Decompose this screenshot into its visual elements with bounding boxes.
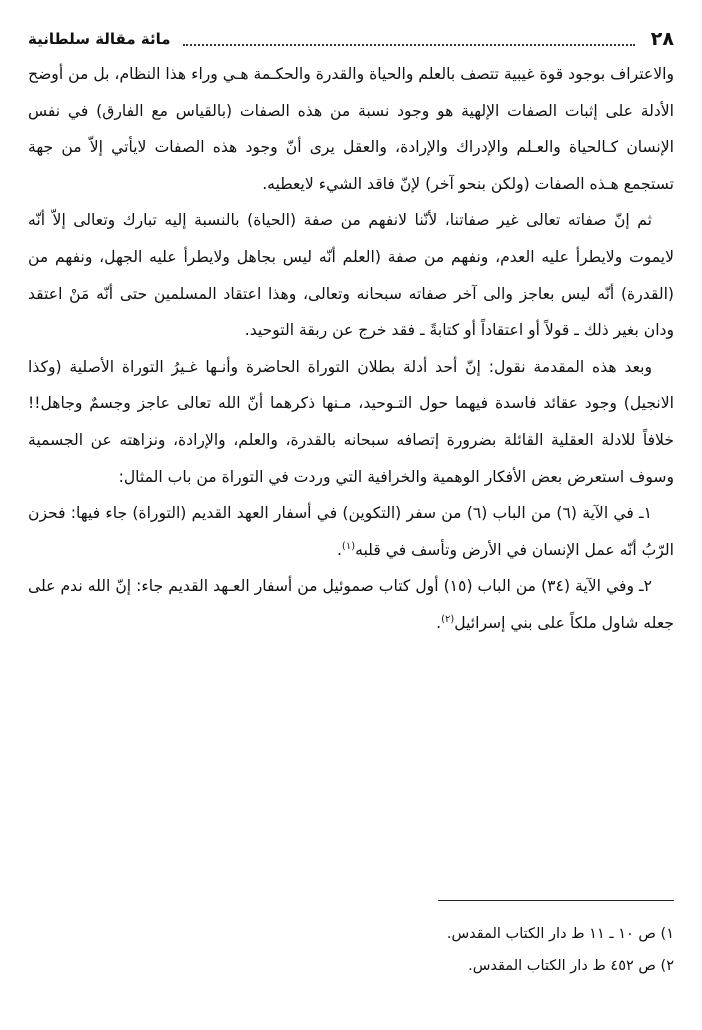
list-item-2-end: . [436, 613, 442, 632]
page-number: ٢٨ [650, 28, 674, 50]
list-item-2 [28, 568, 674, 641]
footnote-ref-2[interactable]: (٢) [441, 613, 455, 625]
footnotes [28, 918, 674, 982]
list-item-1 [28, 495, 674, 568]
list-item-1-end: . [336, 540, 342, 559]
paragraph-1: والاعتراف بوجود قوة غيبية تتصف بالعلم والحياة والقدرة والحكـمة هـي وراء هذا النظام، بل من أوضح الأدلة على إثبات الصفات الإلهية هو وجود نسبة من هذه الصفات (بالقياس مع الفارق) في نفس الإنسان كـالحياة والعـلم والإدراك والإرادة، والعقل يرى أنّ وجود هذه الصفات لايأتي إلاّ من جهة تستجمع هـذه الصفات (ولكن بنحو آخر) لإنّ فاقد الشيء لايعطيه. [28, 65, 674, 193]
footnote-ref-1[interactable]: (١) [341, 540, 356, 552]
paragraph-3: وبعد هذه المقدمة نقول: إنّ أحد أدلة بطلان التوراة الحاضرة وأنـها غـيرُ التوراة الأصلية (وكذا الانجيل) وجود عقائد فاسدة فيهما حول التـوحيد، مـنها ذكرهما أنّ الله تعالى عاجز وجسمٌ وجاهل!! خلافاً للادلة العقلية القائلة بضرورة إتصافه سبحانه بالقدرة، والعلم، والإرادة، ونزاهته عن الجسمية وسوف استعرض بعض الأفكار الوهمية والخرافية التي وردت في التوراة من باب المثال: [28, 357, 674, 486]
header-dot-leader [183, 44, 635, 46]
body-text [28, 56, 674, 642]
list-item-2-text: ٢ـ وفي الآية (٣٤) من الباب (١٥) أول كتاب صموئيل من أسفار العـهد القديم جاء: إنّ الله ندم على جعله شاول ملكاً على بني إسرائيل [28, 577, 674, 632]
paragraph-2: ثم إنّ صفاته تعالى غير صفاتنا، لأنّنا لانفهم من صفة (الحياة) بالنسبة إليه تبارك وتعالى إلاّ أنّه لايموت ولايطرأ عليه العدم، ونفهم من صفة (العلم أنّه ليس بجاهل ولايطرأ عليه الجهل، ونفهم من (القدرة) أنّه ليس بعاجز والى آخر صفاته سبحانه وتعالى، وهذا اعتقاد المسلمين حتى أنّه مَنْ اعتقد ودان بغير ذلك ـ قولاً أو اعتقاداً أو كتابةً ـ فقد خرج عن ربقة التوحيد. [28, 211, 674, 340]
list-item-1-text: ١ـ في الآية (٦) من الباب (٦) من سفر (التكوين) في أسفار العهد القديم (التوراة) جاء فيها: فحزن الرّبُ أنّه عمل الإنسان في الأرض وتأسف في قلبه [28, 504, 674, 559]
footnote-separator [438, 900, 674, 901]
document-page [28, 22, 674, 1012]
running-header [28, 22, 674, 56]
book-title: مائة مقالة سلطانية [28, 30, 171, 48]
footnote-1: ١) ص ١٠ ـ ١١ ط دار الكتاب المقدس. [446, 926, 674, 942]
footnote-2: ٢) ص ٤٥٢ ط دار الكتاب المقدس. [468, 958, 674, 974]
